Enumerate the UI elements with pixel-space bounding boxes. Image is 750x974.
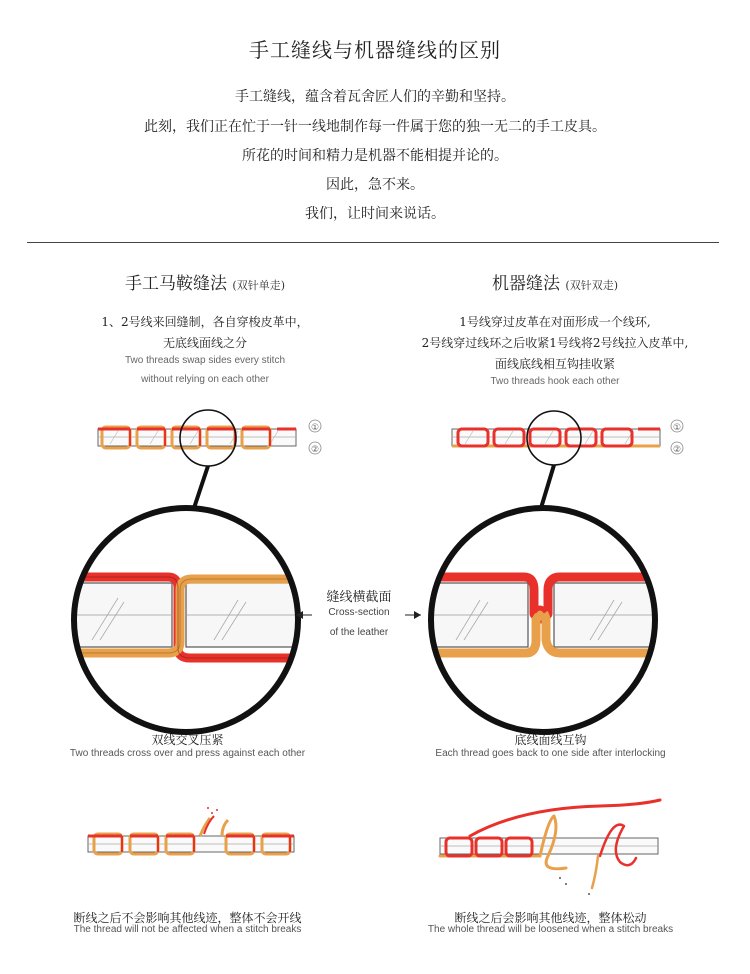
left-title-text: 手工马鞍缝法 — [125, 274, 227, 294]
left-desc-zh-2: 无底线面线之分 — [162, 336, 247, 350]
right-marker-1: ① — [672, 422, 682, 432]
right-desc-zh-2: 2号线穿过线环之后收紧1号线将2号线拉入皮革中, — [421, 336, 689, 350]
right-magnified-cross-section — [420, 508, 674, 732]
left-cross-caption-en: Two threads cross over and press against each other — [69, 748, 306, 759]
left-break-caption-zh: 断线之后不会影响其他线迹，整体不会开线 — [73, 911, 302, 925]
left-desc-en-2: without relying on each other — [141, 374, 269, 385]
left-desc-zh-1: 1、2号线来回缝制，各自穿梭皮革中， — [101, 315, 309, 329]
right-subtitle: (双针双走) — [565, 279, 618, 292]
right-broken-stitch — [440, 800, 660, 895]
left-marker-1: ① — [310, 422, 320, 432]
center-label-zh: 缝线横截面 — [326, 590, 392, 605]
left-broken-stitch — [88, 807, 294, 854]
right-break-caption-zh: 断线之后会影响其他线迹，整体松动 — [454, 911, 647, 925]
left-cross-caption-zh: 双线交叉压紧 — [151, 733, 224, 747]
intro-line-2: 此刻，我们正在忙于一针一线地制作每一件属于您的独一无二的手工皮具。 — [144, 119, 606, 135]
right-desc-en-1: Two threads hook each other — [490, 376, 620, 387]
left-desc-en-1: Two threads swap sides every stitch — [124, 355, 286, 366]
center-label-en-2: of the leather — [329, 627, 389, 638]
left-break-caption-en: The thread will not be affected when a stitch breaks — [73, 924, 302, 935]
right-cross-caption-zh: 底线面线互钩 — [514, 733, 587, 747]
intro-line-5: 我们，让时间来说话。 — [305, 206, 445, 222]
center-label-en-1: Cross-section — [328, 607, 390, 618]
right-stitch-strip — [452, 411, 683, 508]
page-title: 手工缝线与机器缝线的区别 — [249, 38, 501, 62]
right-desc-zh-3: 面线底线相互钩挂收紧 — [494, 357, 615, 371]
intro-line-4: 因此，急不来。 — [326, 177, 424, 193]
left-magnified-cross-section — [60, 508, 306, 732]
left-stitch-strip — [98, 410, 321, 508]
right-title-text: 机器缝法 — [492, 274, 560, 294]
right-break-caption-en: The whole thread will be loosened when a stitch breaks — [427, 924, 674, 935]
intro-line-1: 手工缝线，蕴含着瓦舍匠人们的辛勤和坚持。 — [235, 89, 515, 105]
intro-line-3: 所花的时间和精力是机器不能相提并论的。 — [242, 148, 508, 164]
right-marker-2: ② — [672, 444, 682, 454]
left-marker-2: ② — [310, 444, 320, 454]
left-subtitle: (双针单走) — [232, 279, 285, 292]
right-desc-zh-1: 1号线穿过皮革在对面形成一个线环, — [459, 315, 651, 329]
right-cross-caption-en: Each thread goes back to one side after interlocking — [435, 748, 666, 759]
